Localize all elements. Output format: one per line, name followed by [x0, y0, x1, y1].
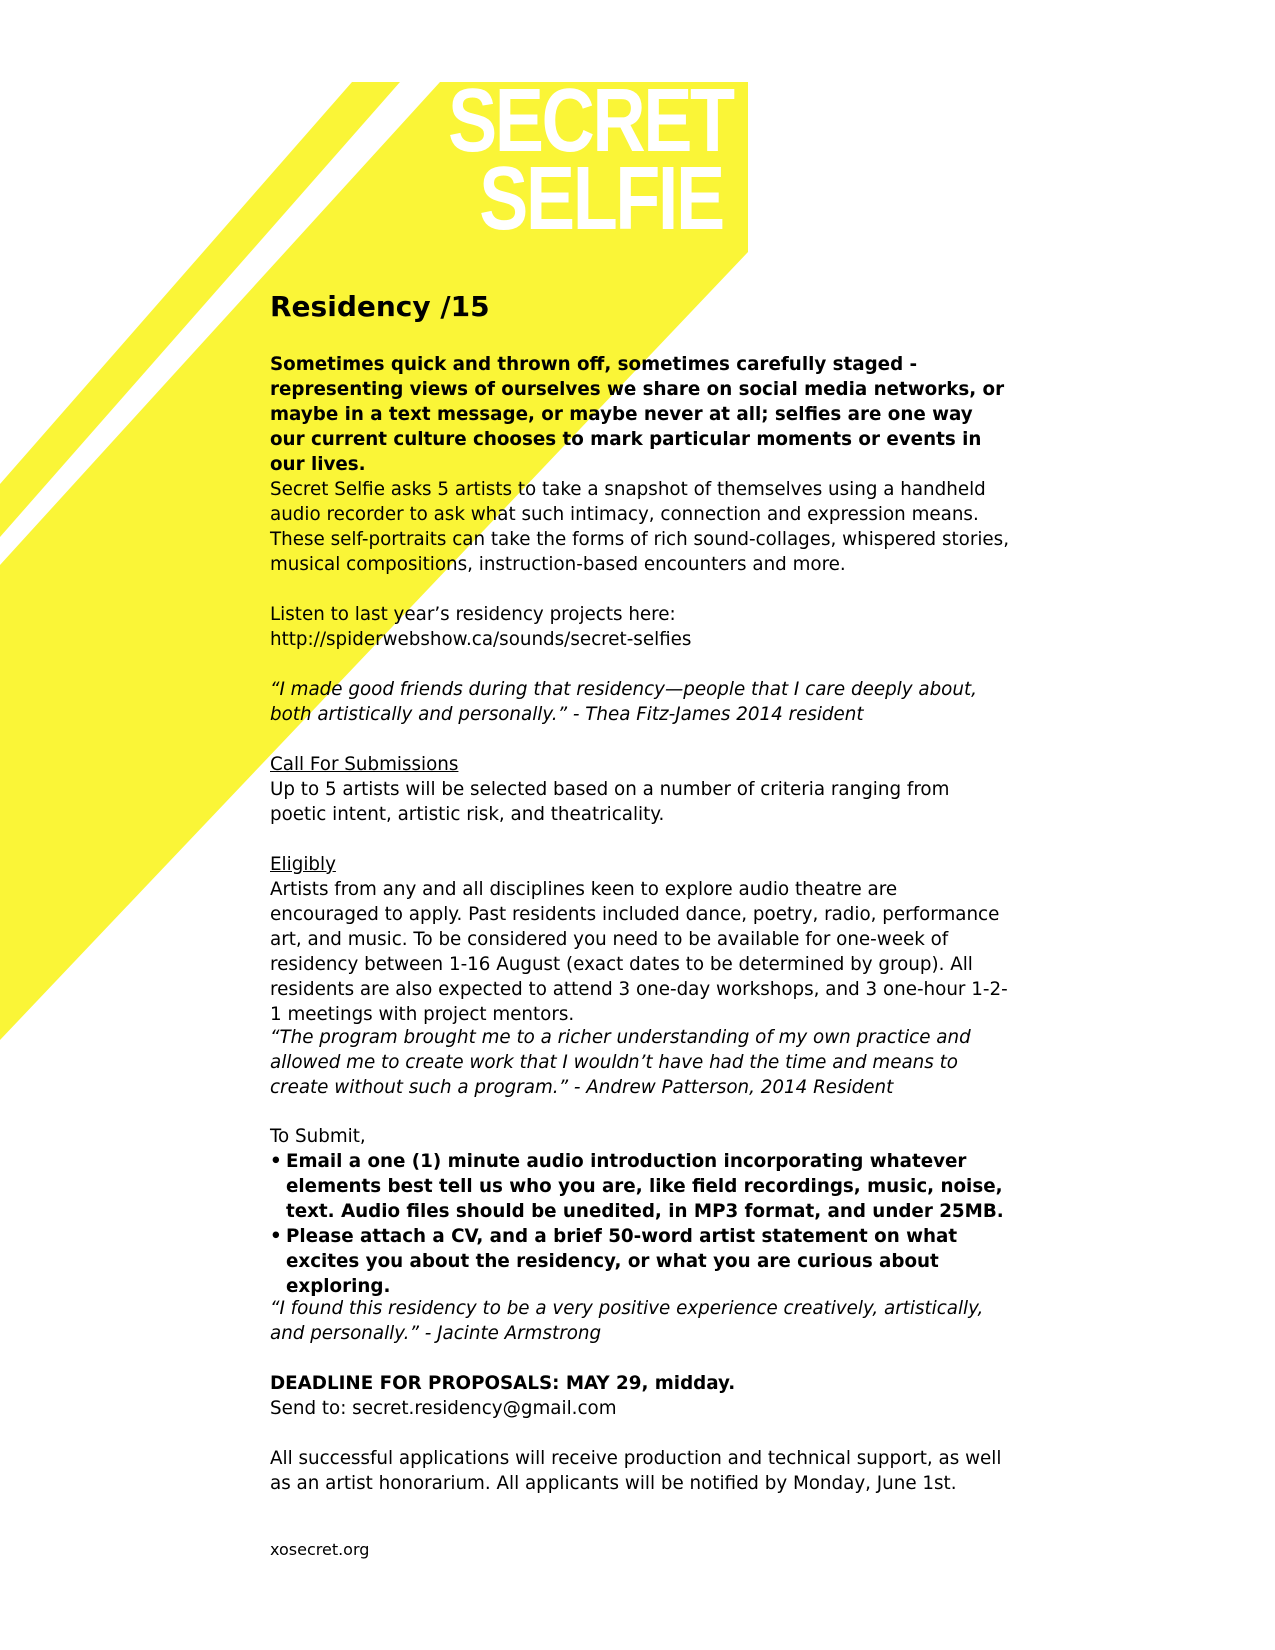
- listen-link[interactable]: http://spiderwebshow.ca/sounds/secret-selfies: [270, 629, 692, 650]
- submit-item-audio: • Email a one (1) minute audio introduction incorporating whatever elements best tell us who you are, like field recordings, music, noise, text. Audio files should be unedited, in MP3 format, and under 25MB.: [270, 1149, 1010, 1224]
- footer-website[interactable]: xosecret.org: [270, 1540, 370, 1559]
- quote-jacinte: “I found this residency to be a very positive experience creatively, artistically, and personally.” - Jacinte Armstrong: [270, 1298, 984, 1344]
- description-paragraph: Secret Selfie asks 5 artists to take a snapshot of themselves using a handheld audio recorder to ask what such intimacy, connection and expression means. These self-portraits can take the forms of rich sound-collages, whispered stories, musical compositions, instruction-based encounters and more.: [270, 479, 1010, 575]
- submit-list: [270, 1149, 1010, 1299]
- submit-section: [270, 1124, 1010, 1299]
- eligibility-heading: Eligibly: [270, 854, 336, 875]
- logo-line-2: SELFIE: [479, 149, 723, 249]
- page-title: Residency /15: [270, 290, 490, 323]
- logo-line-1: SECRET: [448, 71, 733, 171]
- quote-thea: “I made good friends during that residency—people that I care deeply about, both artistically and personally.” - Thea Fitz-James 2014 resident: [270, 679, 977, 725]
- quote-andrew: “The program brought me to a richer understanding of my own practice and allowed me to create work that I wouldn’t have had the time and means to create without such a program.” - Andrew Patterson, 2014 Resident: [270, 1027, 971, 1098]
- closing-paragraph: All successful applications will receive production and technical support, as well as an artist honorarium. All applicants will be notified by Monday, June 1st.: [270, 1448, 1002, 1494]
- listen-section: [270, 602, 1010, 652]
- send-to-email[interactable]: Send to: secret.residency@gmail.com: [270, 1398, 617, 1419]
- call-heading: Call For Submissions: [270, 754, 459, 775]
- listen-text: Listen to last year’s residency projects here:: [270, 604, 676, 625]
- submit-item-cv: • Please attach a CV, and a brief 50-word artist statement on what excites you about the residency, or what you are curious about exploring.: [270, 1224, 1010, 1299]
- eligibility-section: [270, 852, 1010, 1027]
- eligibility-text: Artists from any and all disciplines keen to explore audio theatre are encouraged to apply. Past residents included dance, poetry, radio, performance art, and music. To be considered you need to be available for one-week of residency between 1-16 August (exact dates to be determined by group). All residents are also expected to attend 3 one-day workshops, and 3 one-hour 1-2-1 meetings with project mentors.: [270, 879, 1008, 1025]
- deadline-section: [270, 1371, 1010, 1421]
- deadline-text: DEADLINE FOR PROPOSALS: MAY 29, midday.: [270, 1373, 736, 1394]
- call-text: Up to 5 artists will be selected based on a number of criteria ranging from poetic intent, artistic risk, and theatricality.: [270, 779, 950, 825]
- intro-paragraph: Sometimes quick and thrown off, sometimes carefully staged - representing views of ourselves we share on social media networks, or maybe in a text message, or maybe never at all; selfies are one way our current culture chooses to mark particular moments or events in our lives.: [270, 354, 1005, 475]
- call-for-submissions-section: [270, 752, 1010, 827]
- submit-heading: To Submit,: [270, 1126, 366, 1147]
- secret-selfie-logo: [448, 71, 733, 249]
